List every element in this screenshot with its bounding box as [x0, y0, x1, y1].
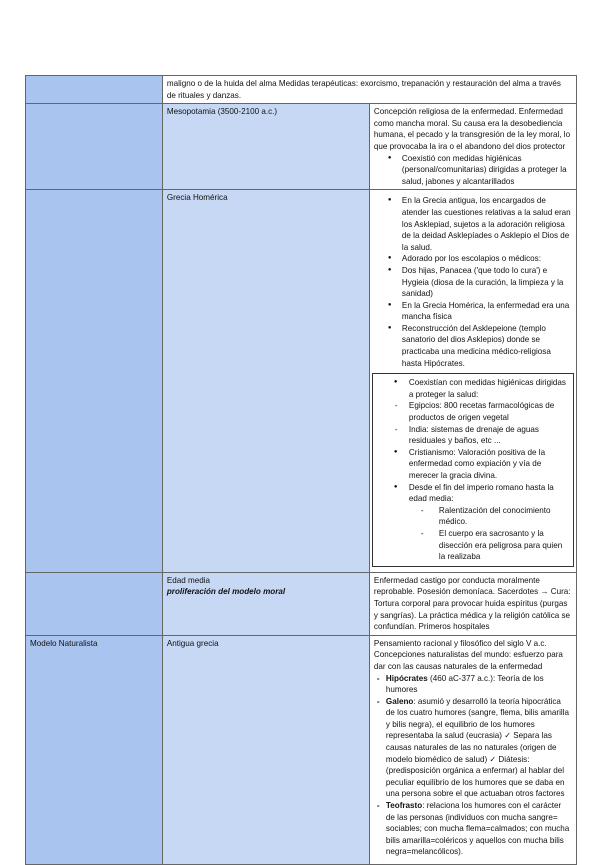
period-subtitle: proliferación del modelo moral	[166, 587, 286, 597]
period-cell: Antigua grecia	[162, 635, 369, 864]
bullet-list	[374, 195, 572, 369]
period-title: Edad media	[166, 575, 211, 585]
list-item: ● Coexistían con medidas higiénicas dirigidas a proteger la salud:	[409, 377, 569, 400]
list-item	[386, 673, 572, 696]
table-row	[26, 635, 577, 864]
naturalista-intro: Pensamiento racional y filosófico del siglo V a.c. Concepciones naturalistas del mundo: esfuerzo para dar con las causas naturales de la enfermedad	[373, 638, 563, 671]
description-cell	[369, 635, 576, 864]
list-item	[386, 800, 572, 858]
list-item: - Ralentización del conocimiento médico.	[439, 505, 569, 528]
model-cell	[26, 190, 163, 572]
bullet-list	[374, 153, 572, 188]
model-cell	[26, 104, 163, 190]
model-cell	[26, 76, 163, 104]
author-name: Hipócrates	[385, 673, 428, 683]
hygiene-box	[372, 373, 574, 567]
period-cell: Mesopotamia (3500-2100 a.c.)	[162, 104, 369, 190]
table-row	[26, 190, 577, 572]
description-cell	[369, 190, 576, 572]
list-item: ● Reconstrucción del Asklepeione (templo sanatorio del dios Asklepios) donde se practicaba una medicina médico-religiosa hasta Hipócrates.	[402, 323, 572, 369]
author-list	[374, 673, 572, 859]
list-item: ● En la Grecia antigua, los encargados de atender las cuestiones relativas a la salud eran los Asklepiad, sujetos a la adoración religiosa de la deidad Asklepíades o Asklepio el Dios de la salud.	[402, 195, 572, 253]
list-item: ● Desde el fin del imperio romano hasta la edad media:	[409, 482, 569, 505]
description-cell: Enfermedad castigo por conducta moralmente reprobable. Posesión demoníaca. Sacerdotes → Cura: Tortura corporal para provocar huida espíritus (purgas y sangrías). La práctica médica y la religión católica se confundían. Primeros hospitales	[369, 572, 576, 635]
sub-list	[379, 505, 569, 563]
table-row	[26, 572, 577, 635]
list-item: ● Adorado por los escolapios o médicos:	[402, 253, 572, 265]
author-name: Galeno	[385, 696, 414, 706]
author-text: : relaciona los humores con el carácter de las personas (individuos con mucha sangre= sociables; con mucha flema=calmados; con mucha bilis amarilla=coléricos y aquellos con mucha bilis negra=melancólicos).	[385, 801, 570, 857]
table-row	[26, 104, 577, 190]
list-item: ● Cristianismo: Valoración positiva de la enfermedad como expiación y vía de merecer la gracia divina.	[409, 447, 569, 482]
list-item: - El cuerpo era sacrosanto y la disección era peligrosa para quien la realizaba	[439, 528, 569, 563]
description-cell	[369, 104, 576, 190]
model-cell: Modelo Naturalista	[26, 635, 163, 864]
author-text: (460 aC-377 a.c.): Teoría de los humores	[385, 673, 544, 695]
list-item: ● Coexistió con medidas higiénicas (personal/comunitarias) dirigidas a proteger la salud, jabones y alcantarillados	[402, 153, 572, 188]
continuation-text: maligno o de la huida del alma Medidas terapéuticas: exorcismo, trepanación y restauración del alma a través de rituales y danzas.	[162, 76, 576, 104]
table-row	[26, 76, 577, 104]
mesopotamia-text: Concepción religiosa de la enfermedad. Enfermedad como mancha moral. Su causa era la desobediencia humana, el pecado y la transgresión de la ley moral, lo que provocaba la ira o el abandono del dios protector	[373, 107, 571, 151]
list-item	[386, 696, 572, 800]
period-cell: Grecia Homérica	[162, 190, 369, 572]
list-item: ● En la Grecia Homérica, la enfermedad era una mancha física	[402, 300, 572, 323]
history-table	[25, 75, 577, 865]
list-item: - Egipcios: 800 recetas farmacológicas de productos de origen vegetal	[409, 400, 569, 423]
list-item: ● Dos hijas, Panacea ('que todo lo cura') e Hygieia (diosa de la curación, la limpieza y la sanidad)	[402, 265, 572, 300]
bullet-list	[379, 377, 569, 505]
period-cell	[162, 572, 369, 635]
model-cell	[26, 572, 163, 635]
list-item: - India: sistemas de drenaje de aguas residuales y baños, etc ...	[409, 424, 569, 447]
author-name: Teofrasto	[385, 801, 423, 811]
author-text: : asumió y desarrolló la teoría hipocrática de los cuatro humores (sangre, flema, bilis amarilla y bilis negra), el equilibrio de los humores representaba la salud (eucrasia) ✓ Separa las causas naturales de las no naturales (origen de modelo biomédico de salud) ✓ Diátesis: (predisposición orgánica a enfermar) al hablar del peculiar equilibrio de los humores que se daba en una persona sobre el que actuaban otros factores	[385, 696, 570, 799]
